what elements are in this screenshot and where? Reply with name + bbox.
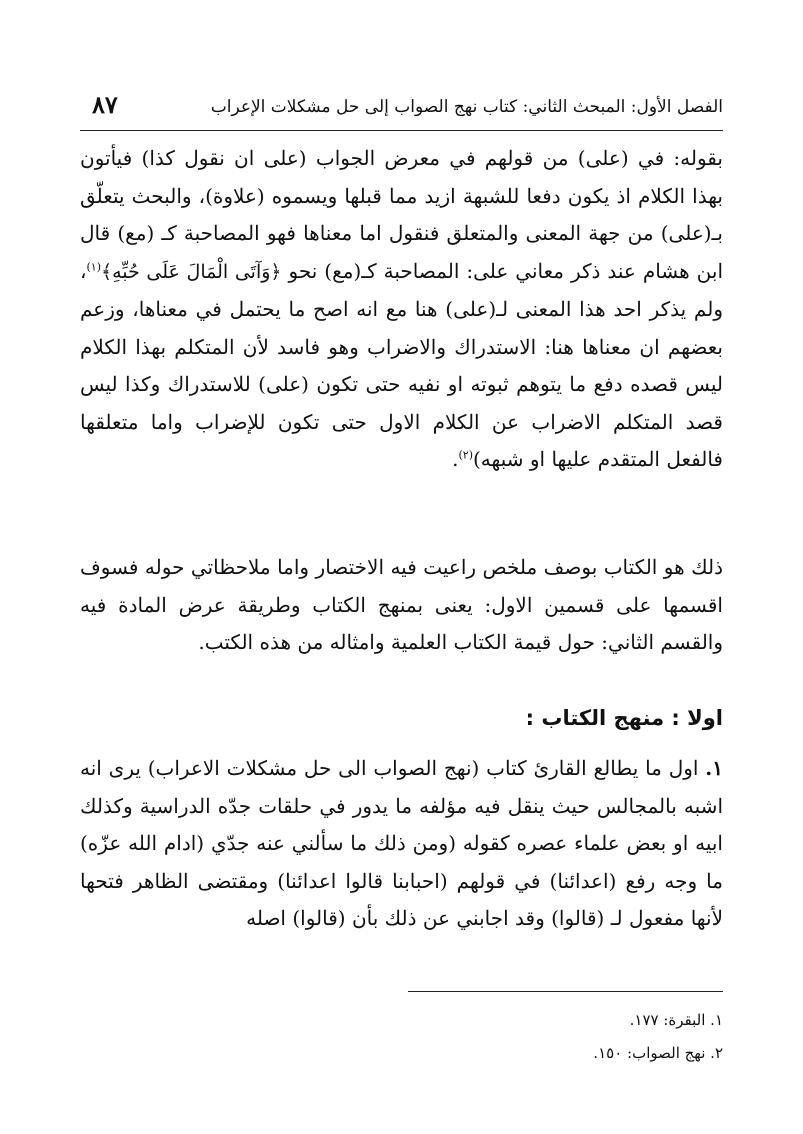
paragraph-1-text-b: ، ولم يذكر احد هذا المعنى لـ(على) هنا مع انه اصح ما يحتمل في معناها، وزعم بعضهم ان معناها هنا: الاستدراك والاضراب وهو فاسد لأن المتكلم بهذا الكلام ليس قصده دفع ما يتوهم ثبوته او نفيه حتى تكون (على) للاستدراك وكذا ليس قصد المتكلم الاضراب عن الكلام الاول حتى تكون للإضراب واما متعلقها فالفعل المتقدم عليها او شبهه)	[80, 258, 723, 471]
page-number: ٨٧	[92, 90, 118, 119]
paragraph-3	[80, 750, 723, 938]
page-header	[80, 90, 723, 124]
footnote-2: ٢. نهج الصواب: ١٥٠.	[593, 1044, 723, 1062]
footnotes	[80, 1004, 723, 1070]
footnote-1: ١. البقرة: ١٧٧.	[629, 1011, 723, 1029]
footnote-ref-2: (٢)	[458, 448, 473, 462]
paragraph-1-end: .	[452, 447, 459, 471]
section-heading: اولا : منهج الكتاب :	[525, 706, 723, 730]
running-header-title: الفصل الأول: المبحث الثاني: كتاب نهج الصواب إلى حل مشكلات الإعراب	[210, 97, 723, 117]
footnote-divider	[408, 991, 723, 992]
paragraph-1-text-a: بقوله: في (على) من قولهم في معرض الجواب (على ان نقول كذا) فيأتون بهذا الكلام اذ يكون دفعا للشبهة ازيد مما قبلها ويسموه (علاوة)، والبحث يتعلّق بـ(على) من جهة المعنى والمتعلق فنقول اما معناها فهو المصاحبة كـ (مع) قال ابن هشام عند ذكر معاني على: المصاحبة كـ(مع) نحو	[80, 146, 723, 283]
footnote-ref-1: (١)	[86, 259, 101, 273]
paragraph-2: ذلك هو الكتاب بوصف ملخص راعيت فيه الاختصار واما ملاحظاتي حوله فسوف اقسمها على قسمين الاول: يعنى بمنهج الكتاب وطريقة عرض المادة فيه والقسم الثاني: حول قيمة الكتاب العلمية وامثاله من هذه الكتب.	[80, 555, 723, 654]
quran-verse: ﴿وَآتَى الْمَالَ عَلَى حُبِّهِ﴾	[100, 260, 282, 283]
paragraph-1	[80, 140, 723, 479]
paragraph-3-text: اول ما يطالع القارئ كتاب (نهج الصواب الى حل مشكلات الاعراب) يرى انه اشبه بالمجالس حيث ينقل فيه مؤلفه ما يدور في حلقات جدّه الدراسية وكذلك ابيه او بعض علماء عصره كقوله (ومن ذلك ما سألني عنه جدّي (ادام الله عزّه) ما وجه رفع (اعدائنا) في قولهم (احبابنا قالوا اعدائنا) ومقتضى الظاهر فتحها لأنها مفعول لـ (قالوا) وقد اجابني عن ذلك بأن (قالوا) اصله	[80, 756, 723, 930]
list-number: ١.	[705, 756, 723, 780]
header-divider	[80, 130, 723, 131]
